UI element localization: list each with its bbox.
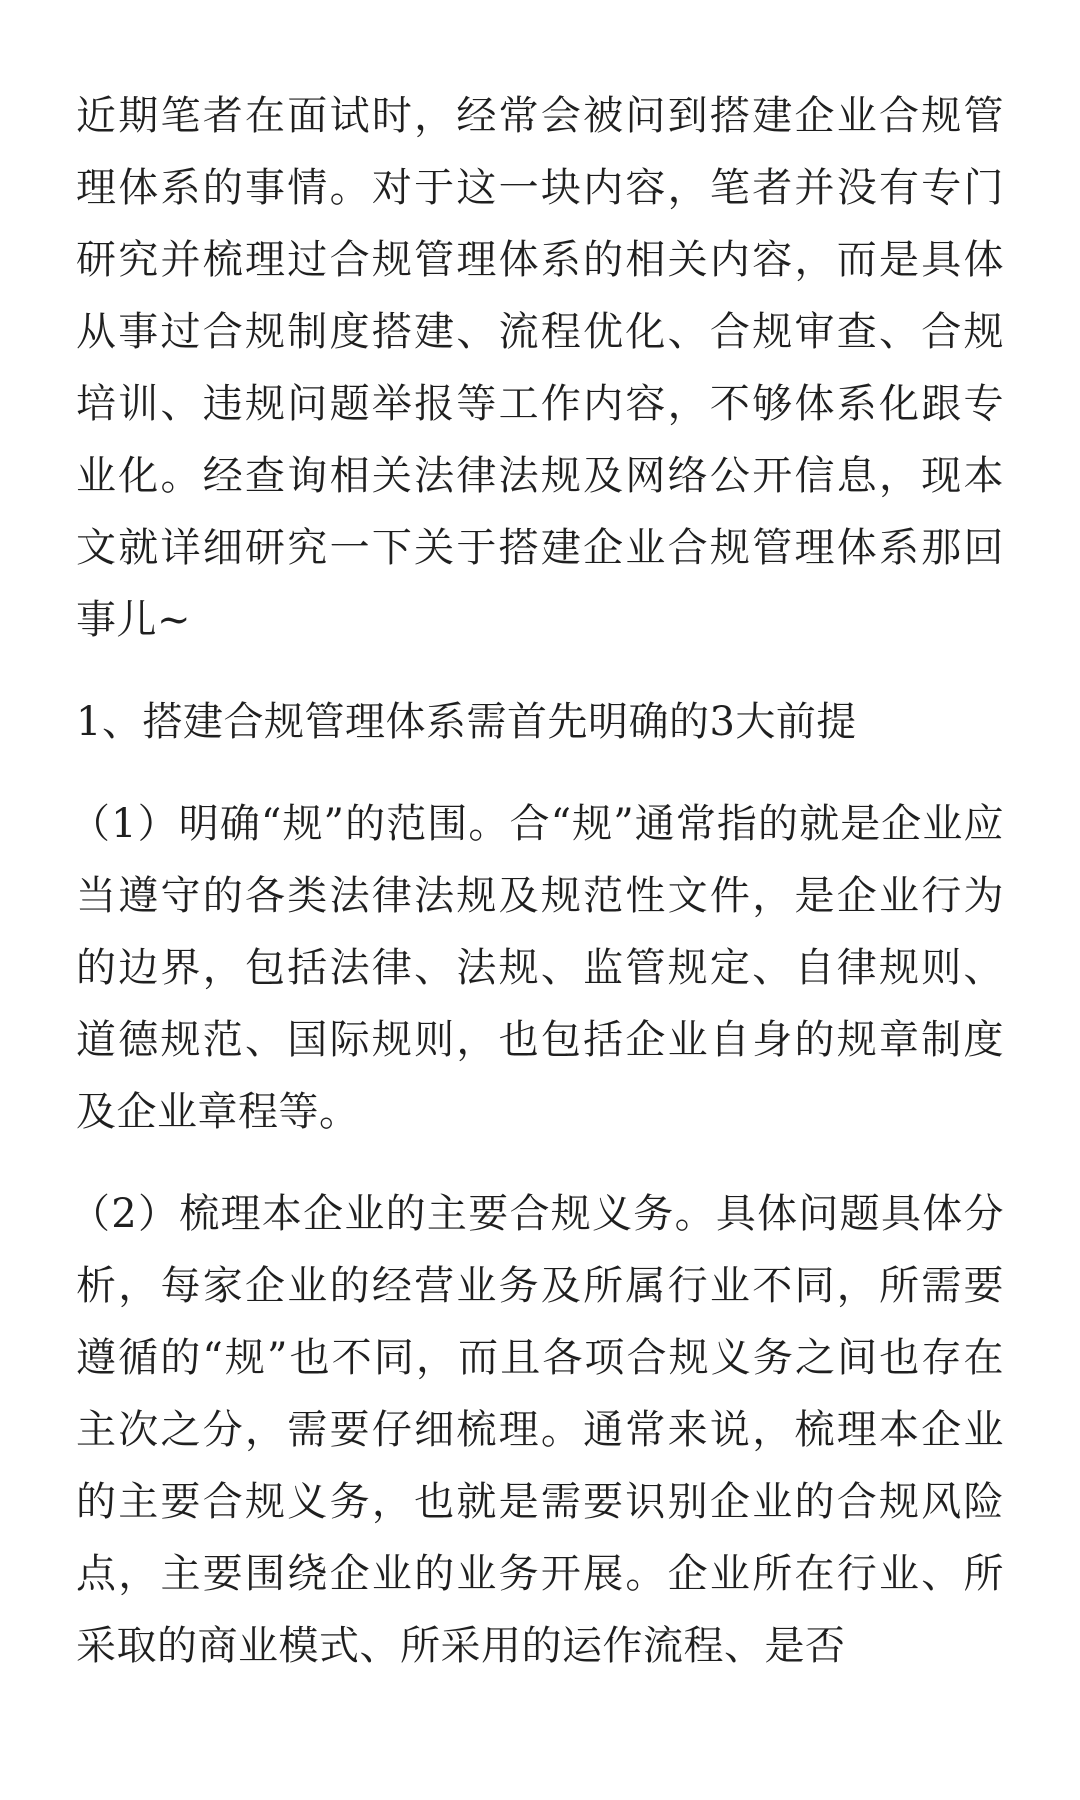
point-1-paragraph: （1）明确“规”的范围。合“规”通常指的就是企业应当遵守的各类法律法规及规范性文件，是企业行为的边界，包括法律、法规、监管规定、自律规则、道德规范、国际规则，也包括企业自身的规章制度及企业章程等。 [70,801,1004,1135]
article-body [70,80,1004,1712]
point-2-paragraph: （2）梳理本企业的主要合规义务。具体问题具体分析，每家企业的经营业务及所属行业不同，所需要遵循的“规”也不同，而且各项合规义务之间也存在主次之分，需要仔细梳理。通常来说，梳理本企业的主要合规义务，也就是需要识别企业的合规风险点，主要围绕企业的业务开展。企业所在行业、所采取的商业模式、所采用的运作流程、是否 [70,1191,1004,1669]
intro-paragraph: 近期笔者在面试时，经常会被问到搭建企业合规管理体系的事情。对于这一块内容，笔者并没有专门研究并梳理过合规管理体系的相关内容，而是具体从事过合规制度搭建、流程优化、合规审查、合规培训、违规问题举报等工作内容，不够体系化跟专业化。经查询相关法律法规及网络公开信息，现本文就详细研究一下关于搭建企业合规管理体系那回事儿~ [76,93,1004,643]
section-heading: 1、搭建合规管理体系需首先明确的3大前提 [76,699,857,745]
